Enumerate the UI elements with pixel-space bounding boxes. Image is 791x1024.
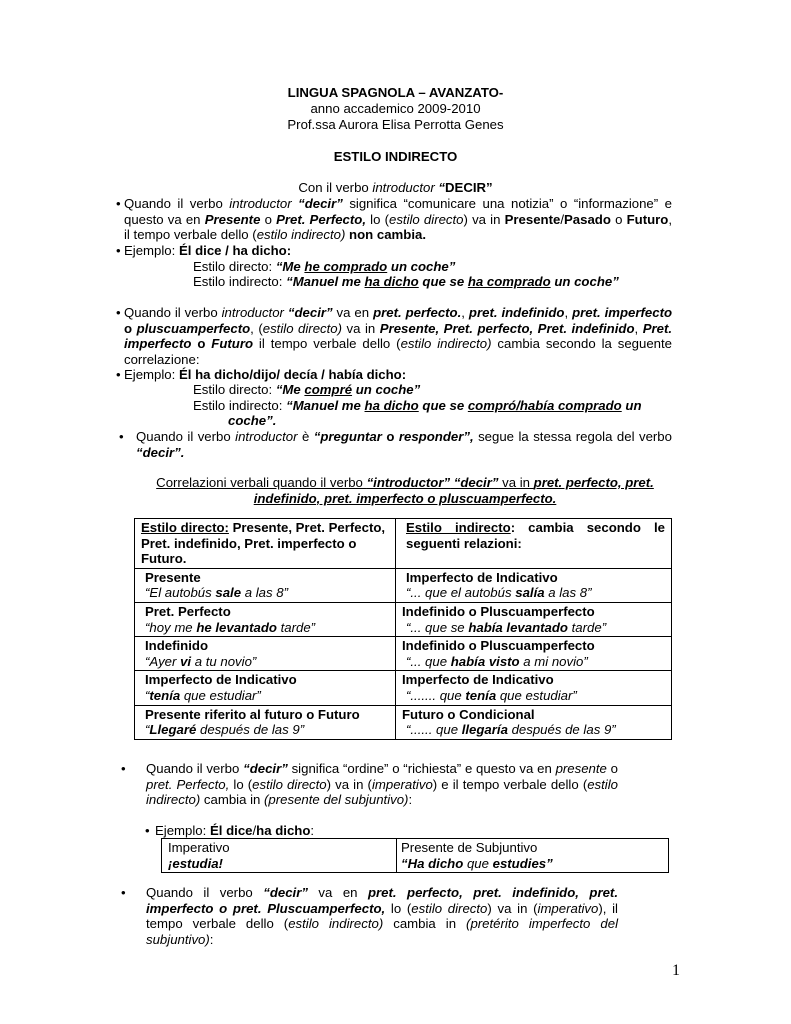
intro-line: Con il verbo introductor “DECIR”: [298, 180, 493, 195]
cell-subjuntivo: Presente de Subjuntivo “Ha dicho que estudies”: [397, 839, 669, 873]
professor-name: Prof.ssa Aurora Elisa Perrotta Genes: [287, 117, 504, 132]
cell-indirect: Indefinido o Pluscuamperfecto “... que había visto a mi novio”: [396, 637, 672, 671]
imperative-table: [161, 838, 669, 873]
bullet-p4: •: [121, 761, 126, 776]
table-header-row: [135, 519, 672, 569]
table-row: [135, 637, 672, 671]
bullet-p2: •: [116, 305, 121, 320]
table-row: [135, 602, 672, 636]
academic-year: anno accademico 2009-2010: [310, 101, 481, 116]
cell-direct: Indefinido “Ayer vi a tu novio”: [135, 637, 396, 671]
page-number: 1: [672, 962, 680, 979]
paragraph-2: Quando il verbo introductor “decir” va en pret. perfecto., pret. indefinido, pret. imperfecto o pluscuamperfecto, (estilo directo) va in Presente, Pret. perfecto, Pret. indefinido, Pret. imperfecto o Futuro il tempo verbale dello (estilo indirecto) cambia secondo la seguente correlazione:: [124, 305, 673, 367]
cell-direct: Pret. Perfecto “hoy me he levantado tarde”: [135, 602, 396, 636]
example-2-indirect-cont: coche”.: [228, 413, 277, 428]
cell-direct: Presente riferito al futuro o Futuro “Llegaré después de las 9”: [135, 705, 396, 739]
example-3-label: Ejemplo: Él dice/ha dicho:: [155, 823, 315, 838]
header-cell-indirect: Estilo indirecto: cambia secondo le seguenti relazioni:: [396, 519, 672, 569]
cell-direct: Imperfecto de Indicativo “tenía que estudiar”: [135, 671, 396, 705]
paragraph-3: Quando il verbo introductor è “preguntar o responder”, segue la stessa regola del verbo “decir”.: [136, 429, 672, 460]
bullet-p5: •: [121, 885, 126, 900]
table-row: [135, 671, 672, 705]
example-2-label: Ejemplo: Él ha dicho/dijo/ decía / había dicho:: [124, 367, 407, 382]
paragraph-5: Quando il verbo “decir” va en pret. perfecto, pret. indefinido, pret. imperfecto o pret. Pluscuamperfecto, lo (estilo directo) va in (imperativo), il tempo verbale dello (estilo indirecto) cambia in (pretérito imperfecto del subjuntivo):: [146, 885, 618, 947]
bullet-ex1: •: [116, 243, 121, 258]
example-2-indirect: Estilo indirecto: “Manuel me ha dicho que se compró/había comprado un: [193, 398, 642, 413]
paragraph-1: Quando il verbo introductor “decir” significa “comunicare una notizia” o “informazione” e questo va en Presente o Pret. Perfecto, lo (estilo directo) va in Presente/Pasado o Futuro, il tempo verbale dello (estilo indirecto) non cambia.: [124, 196, 672, 243]
bullet-p1: •: [116, 196, 121, 211]
document-title: LINGUA SPAGNOLA – AVANZATO-: [287, 85, 504, 100]
paragraph-4: Quando il verbo “decir” significa “ordine” o “richiesta” e questo va en presente o pret. Perfecto, lo (estilo directo) va in (imperativo) e il tempo verbale dello (estilo indirecto) cambia in (presente del subjuntivo):: [146, 761, 619, 808]
cell-indirect: Imperfecto de Indicativo “....... que tenía que estudiar”: [396, 671, 672, 705]
cell-imperativo: Imperativo ¡estudia!: [162, 839, 397, 873]
section-title: ESTILO INDIRECTO: [333, 149, 458, 164]
correlation-table: [134, 518, 672, 740]
example-1-indirect: Estilo indirecto: “Manuel me ha dicho que se ha comprado un coche”: [193, 274, 619, 289]
table-row: [162, 839, 669, 873]
bullet-p3: •: [119, 429, 124, 444]
example-1-direct: Estilo directo: “Me he comprado un coche”: [193, 259, 456, 274]
bullet-ex2: •: [116, 367, 121, 382]
cell-indirect: Indefinido o Pluscuamperfecto “... que se había levantado tarde”: [396, 602, 672, 636]
cell-direct: Presente “El autobús sale a las 8”: [135, 568, 396, 602]
table-row: [135, 705, 672, 739]
cell-indirect: Imperfecto de Indicativo “... que el autobús salía a las 8”: [396, 568, 672, 602]
table-row: [135, 568, 672, 602]
header-cell-direct: Estilo directo: Presente, Pret. Perfecto, Pret. indefinido, Pret. imperfecto o Futuro.: [135, 519, 396, 569]
cell-indirect: Futuro o Condicional “...... que llegaría después de las 9”: [396, 705, 672, 739]
example-2-direct: Estilo directo: “Me compré un coche”: [193, 382, 421, 397]
example-1-label: Ejemplo: Él dice / ha dicho:: [124, 243, 292, 258]
correlation-title: Correlazioni verbali quando il verbo “introductor” “decir” va in pret. perfecto, pret. indefinido, pret. imperfecto o pluscuamperfecto.: [156, 475, 654, 506]
bullet-ex3: •: [145, 823, 150, 838]
